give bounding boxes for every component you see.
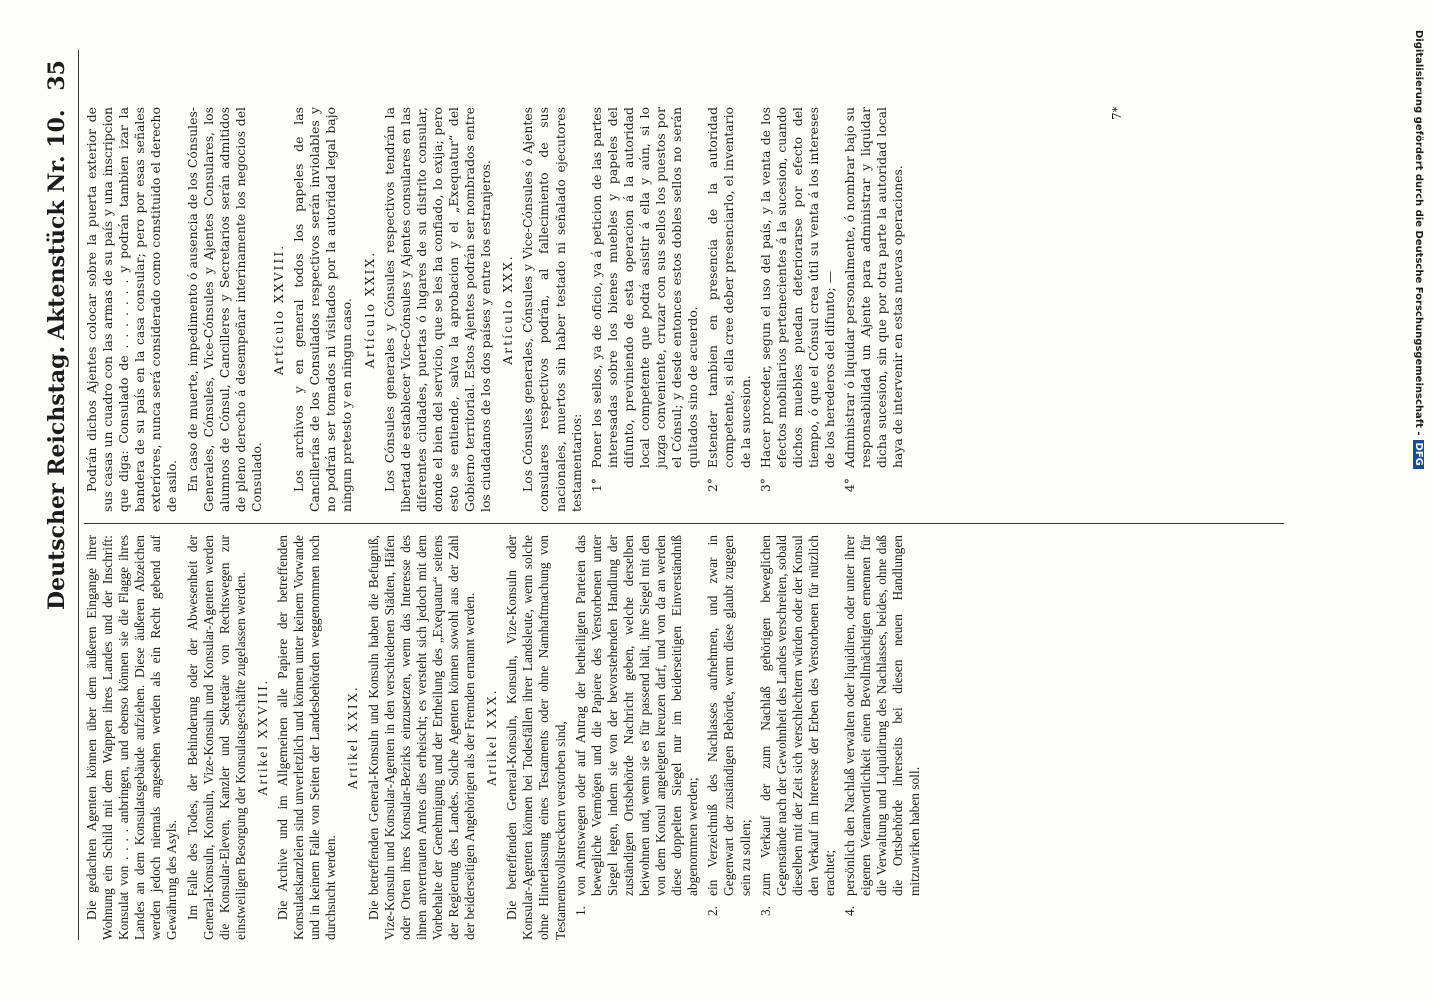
column-divider <box>84 523 1284 524</box>
item-text: Administrar ó liquidar personalmente, ó nombrar bajo su responsabilidad un Ajente para administrar y liquidar dicha sucesion, sin que por otra parte la autoridad local haya de intervenir en estas nuevas operaciones. <box>842 107 906 468</box>
item-number: 2° <box>705 478 721 493</box>
item-text: Estender tambien en presencia de la autoridad competente, si ella cree deber presenciarlo, el inventario de la sucesion. <box>705 107 753 468</box>
dfg-logo: DFG <box>1413 440 1424 469</box>
german-column <box>84 535 927 940</box>
item-number: 1. <box>572 906 588 917</box>
spanish-art30-title: Artículo XXX. <box>500 254 516 365</box>
item-number: 4. <box>842 906 858 917</box>
spanish-art30-text: Los Cónsules generales, Cónsules y Vice-Cónsules ó Ajentes consulares respectivos podrán, al fallecimiento de sus nacionales, muertos sin haber testado ni señalado ejecutores testamentarios: <box>520 107 584 512</box>
german-art28-text: Die Archive und im Allgemeinen alle Papiere der betreffenden Konsulatskanzleien sind unverletzlich und können unter keinem Vorwande und in keinem Falle von Seiten der Landesbehörden weggenommen noch durchsucht werden. <box>275 535 339 940</box>
page-number: 35 <box>44 60 70 91</box>
item-number: 4° <box>842 478 858 493</box>
german-item <box>758 535 838 940</box>
german-art29-title: Artikel XXIX. <box>345 685 361 790</box>
spanish-item <box>842 107 906 512</box>
item-text: persönlich den Nachlaß verwalten oder liquidiren, oder unter ihrer eigenen Verantwortlichkeit einen Bevollmächtigten ernennen für die Verwaltung und Liquidirung des Nachlasses, beides, ohne daß die Ortsbehörde ihrerseits bei diesen neuen Handlungen mitzuwirken haben soll. <box>842 535 922 896</box>
page-footnote: 7* <box>1110 106 1124 120</box>
item-text: zum Verkauf der zum Nachlaß gehörigen beweglichen Gegenstände nach der Gewohnheit des Landes verschreiten, sobald dieselben mit der Zeit sich verschlechtern würden oder der Konsul den Verkauf im Interesse der Erben des Verstorbenen für nützlich erachtet; <box>757 535 838 896</box>
spanish-art29-title: Artículo XXIX. <box>361 250 377 369</box>
spanish-column <box>84 107 911 512</box>
item-text: Hacer proceder, segun el uso del país, y la venta de los efectos mobiliarios pertenecientes á la sucesion, cuando dichos muebles puedan deteriorarse por efecto del tiempo, ó que el Cónsul crea útil su venta á los intereses de los herederos del difunto; — <box>757 107 838 468</box>
item-text: von Amtswegen oder auf Antrag der betheiligten Parteien das bewegliche Vermögen und die Papiere des Verstorbenen unter Siegel legen, indem sie von der bevorstehenden Handlung der zuständigen Ortsbehörde Nachricht geben, welche derselben beiwohnen und, wenn sie es für passend hält, ihre Siegel mit den von dem Konsul angelegten kreuzen darf, und von da an werden diese doppelten Siegel nur im beiderseitigen Einverständniß abgenommen werden; <box>572 535 701 896</box>
spanish-item <box>705 107 753 512</box>
spanish-intro-1: Podrán dichos Ajentes colocar sobre la puerta exterior de sus casas un cuadro con las armas de su país y una inscripcion que diga: Consulado de . . . . . . . y podrán tambien izar la bandera de su país en la casa consular; pero por esas señales exteriores, nunca será considerado como constituido el derecho de asilo. <box>84 107 180 512</box>
german-item <box>705 535 753 940</box>
german-art29-text: Die betreffenden General-Konsuln und Konsuln haben die Befugniß, Vize-Konsuln und Konsular-Agenten in den verschiedenen Städten, Häfen oder Orten ihres Konsular-Bezirks einzusetzen, wenn das Interesse des ihnen anvertrauten Amtes dies erheischt; es versteht sich jedoch mit dem Vorbehalte der Genehmigung und der Ertheilung des „Exequatur“ seitens der Regierung des Landes. Solche Agenten können sowohl aus der Zahl der beiderseitigen Angehörigen als der Fremden ernannt werden. <box>365 535 478 940</box>
german-item <box>842 535 922 940</box>
item-number: 3. <box>757 906 773 917</box>
item-text: ein Verzeichniß des Nachlasses aufnehmen, und zwar in Gegenwart der zuständigen Behörde, wenn diese glaubt zugegen sein zu sollen; <box>705 535 753 896</box>
header-rule <box>78 50 79 940</box>
german-art30-text: Die betreffenden General-Konsuln, Konsuln, Vize-Konsuln oder Konsular-Agenten können bei Todesfällen ihrer Landsleute, wenn solche ohne Hinterlassung eines Testaments oder ohne Namhaftmachung von Testamentsvollstreckern verstorben sind, <box>504 535 568 940</box>
spanish-item <box>758 107 838 512</box>
item-number: 3° <box>757 478 773 493</box>
item-number: 1° <box>588 478 604 493</box>
digitization-text: Digitalisierung gefördert durch die Deutsche Forschungsgemeinschaft - <box>1413 30 1424 436</box>
spanish-art28-title: Artículo XXVIII. <box>271 243 287 376</box>
item-text: Poner los sellos, ya de oficio, ya á peticion de las partes interesadas sobre los bienes muebles y papeles del difunto, previniendo de esta operacion á la autoridad local competente que podrá asistir á ella y aún, si lo juzga conveniente, cruzar con sus sellos los puestos por el Cónsul; y desde entonces estos dobles sellos no serán quitados sino de acuerdo. <box>588 107 701 468</box>
german-intro-2: Im Falle des Todes, der Behinderung oder der Abwesenheit der General-Konsuln, Konsuln, Vize-Konsuln und Konsular-Agenten werden die Konsular-Eleven, Kanzler und Sekretäre von Rechtswegen zur einstweiligen Besorgung der Konsulatsgeschäfte zugelassen werden. <box>184 535 248 940</box>
header-middle: Aktenstück Nr. 10. <box>44 109 70 340</box>
item-number: 2. <box>705 906 721 917</box>
page-header <box>40 50 76 940</box>
spanish-art29-text: Los Cónsules generales y Cónsules respectivos tendrán la libertad de establecer Vice-Cónsules y Ajentes consulares en las diferentes ciudades, puertas ó lugares de su distrito consular, donde el bien del servicio, que se les ha confiado, lo exija; pero esto se entiende, salva la aprobacion y el „Exequatur“ del Gobierno territorial. Estos Ajentes podrán ser nombrados entre los ciudadanos de los dos países y entre los estranjeros. <box>381 107 494 512</box>
german-intro-1: Die gedachten Agenten können über dem äußeren Eingange ihrer Wohnung ein Schild mit dem Wappen ihres Landes und der Inschrift: Konsulat von . . . . anbringen, und ebenso können sie die Flagge ihres Landes an dem Konsulatsgebäude aufziehen. Diese äußeren Abzeichen werden jedoch niemals angesehen werden als ein Recht gebend auf Gewährung des Asyls. <box>84 535 180 940</box>
german-item <box>573 535 702 940</box>
digitization-note <box>1410 30 1424 980</box>
header-left: Deutscher Reichstag. <box>44 345 70 610</box>
spanish-intro-2: En caso de muerte, impedimento ó ausencia de los Cónsules-Generales, Cónsules, Vice-Cónsules y Ajentes Consulares, los alumnos de Cónsul, Cancilleres y Secretarios serán admitidos de pleno derecho á desempeñar interinamente los negocios del Consulado. <box>184 107 264 512</box>
spanish-item <box>589 107 702 512</box>
german-art30-title: Artikel XXX. <box>484 688 500 787</box>
spanish-art28-text: Los archivos y en general todos los papeles de las Cancillerías de los Consulados respectivos serán inviolables y no podrán ser tomados ni visitados por la autoridad legal bajo ningun pretesto y en ningun caso. <box>291 107 355 512</box>
german-art28-title: Artikel XXVIII. <box>254 679 270 797</box>
